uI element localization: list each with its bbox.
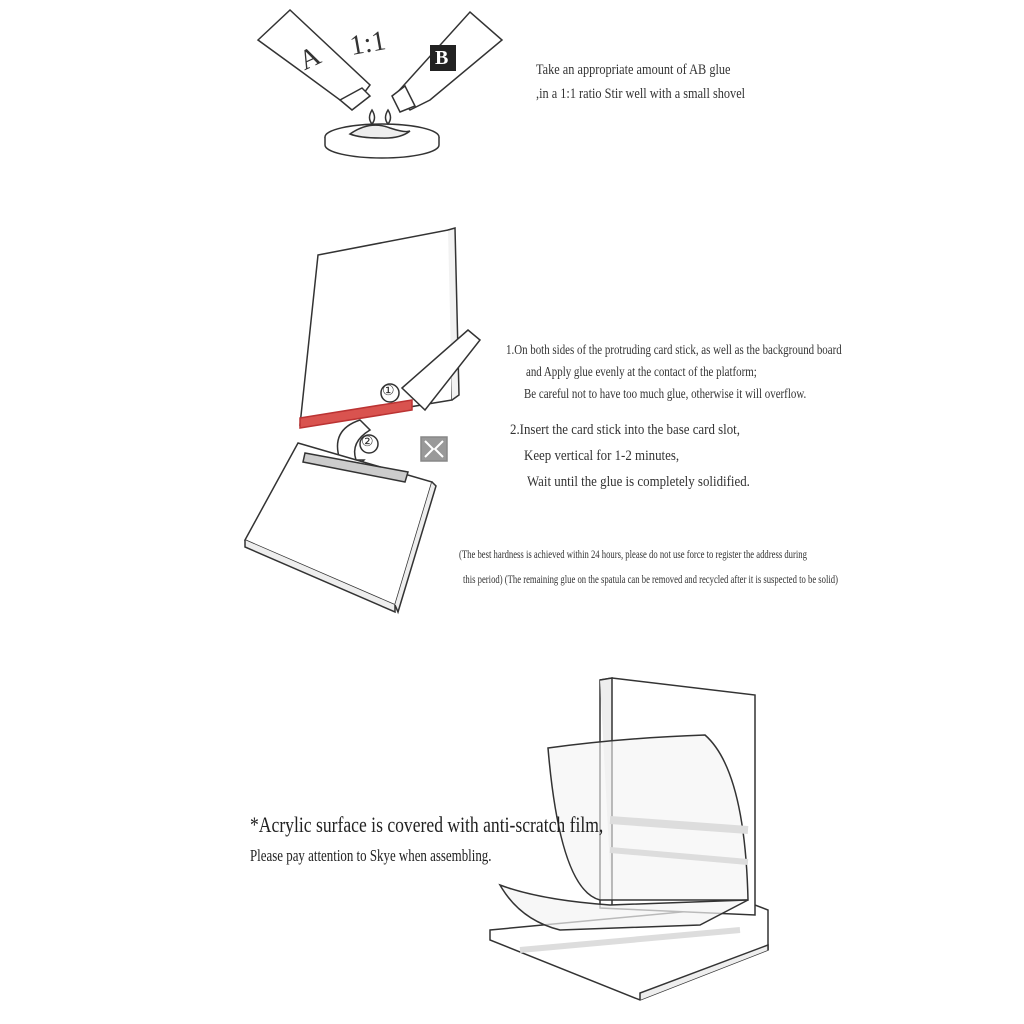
instr1-line3: Be careful not to have too much glue, otherwise it will overflow. [524,387,807,402]
film-notice-line1: *Acrylic surface is covered with anti-scratch film, [250,812,604,837]
card-insertion-illustration [245,228,480,612]
step1-line1: Take an appropriate amount of AB glue [536,62,731,78]
note-line2: this period) (The remaining glue on the spatula can be removed and recycled after it is suspected to be solid) [463,572,838,586]
instr2-line2: Keep vertical for 1-2 minutes, [524,448,680,464]
film-notice-line2: Please pay attention to Skye when assembling. [250,846,492,865]
glue-drop-a [370,110,375,124]
ratio-label: 1:1 [347,25,389,62]
step-marker-2: ② [361,435,374,450]
instr1-line1: 1.On both sides of the protruding card stick, as well as the background board [506,343,842,358]
instr1-line2: and Apply glue evenly at the contact of the platform; [526,365,757,380]
bottle-b-label: B [435,47,449,69]
instr2-line3: Wait until the glue is completely solidified. [527,474,750,490]
instr2-line1: 2.Insert the card stick into the base card slot, [510,422,740,438]
step-marker-1: ① [382,384,395,399]
glue-drop-b [386,110,391,124]
acrylic-stand-illustration [490,678,768,1000]
bottle-a-label: A [294,40,326,77]
step1-line2: ,in a 1:1 ratio Stir well with a small shovel [536,86,746,102]
mixing-plate-rim [325,137,439,158]
note-line1: (The best hardness is achieved within 24 hours, please do not use force to register the address during [459,547,807,561]
